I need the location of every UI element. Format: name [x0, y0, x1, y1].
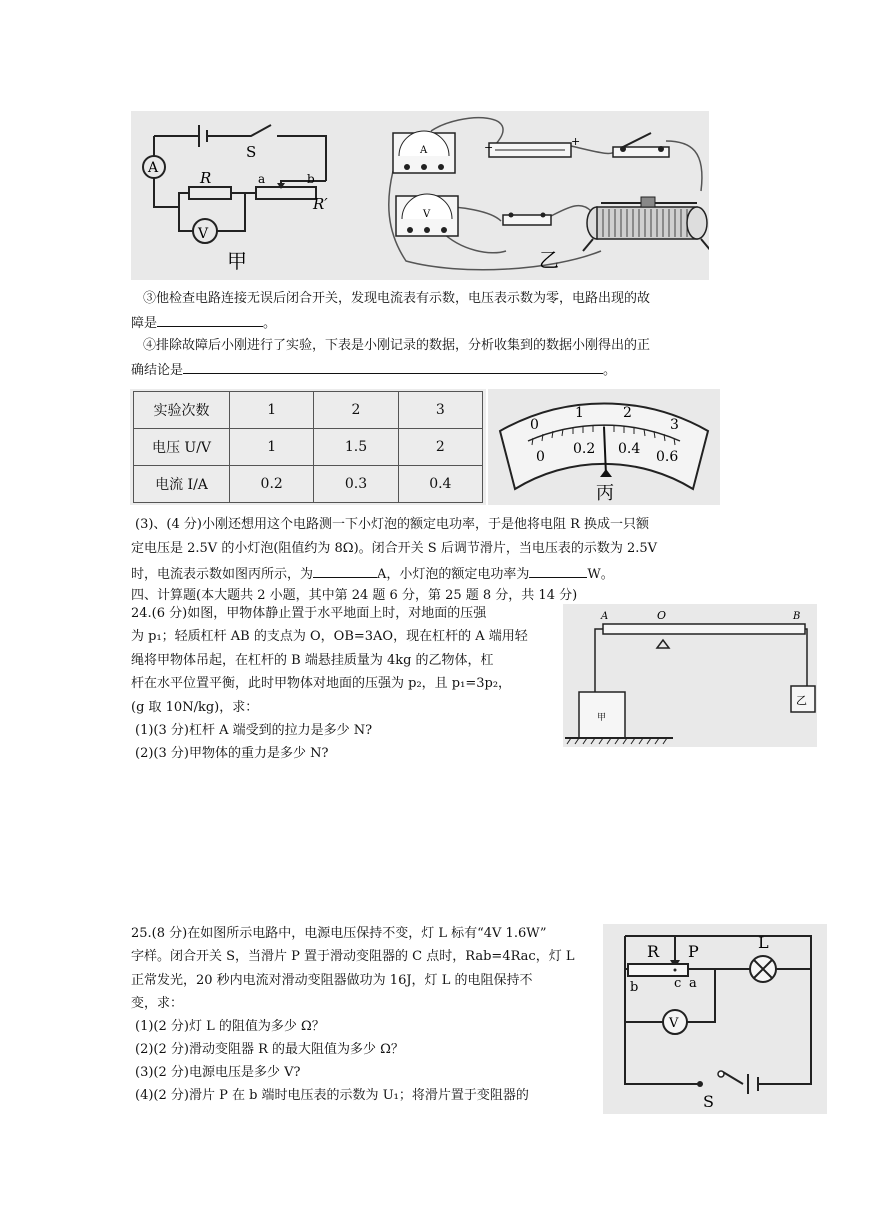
label-R: R: [647, 942, 660, 961]
caption-jia: 甲: [227, 249, 247, 273]
table-cell: 2: [398, 429, 482, 466]
scale-top-1: 1: [575, 405, 584, 421]
ammeter-dial-figure-bing: [488, 389, 720, 505]
voltmeter-symbol-label: V: [198, 226, 209, 242]
q3-line2: [131, 314, 276, 332]
part3-line2: 定电压是 2.5V 的小灯泡(阻值约为 8Ω)。闭合开关 S 后调节滑片，当电压表的示数为 2.5V: [131, 541, 658, 556]
caption-bing: 丙: [596, 483, 614, 504]
lever-bar: [603, 624, 805, 634]
rheostat-device: [583, 197, 709, 251]
q24-subq1: (1)(3 分)杠杆 A 端受到的拉力是多少 N?: [135, 723, 373, 738]
resistor-device: [503, 213, 551, 226]
table-header-cell: 2: [314, 392, 398, 429]
ammeter-device-label: A: [420, 145, 428, 156]
table-row-current: [134, 466, 483, 503]
label-S: S: [703, 1092, 714, 1111]
table-header-cell: 1: [230, 392, 314, 429]
label-c: c: [674, 976, 682, 991]
part3-line1: (3)、(4 分)小刚还想用这个电路测一下小灯泡的额定电功率，于是他将电阻 R 换成一只额: [135, 517, 650, 532]
jia-label: 甲: [597, 713, 607, 723]
q25-subq4: (4)(2 分)滑片 P 在 b 端时电压表的示数为 U₁；将滑片置于变阻器的: [135, 1088, 529, 1103]
q3-prefix: 障是: [131, 316, 158, 331]
ammeter-symbol-label: A: [148, 160, 159, 176]
current-answer-blank[interactable]: [313, 565, 377, 578]
q25-line: 变，求：: [131, 996, 184, 1011]
scale-bottom-0: 0: [536, 449, 545, 465]
q3-answer-blank[interactable]: [157, 314, 263, 327]
table-cell: 1: [230, 429, 314, 466]
label-P: P: [688, 942, 699, 961]
rheostat-label: R′: [313, 195, 328, 213]
voltmeter-device-label: V: [423, 209, 431, 220]
part3-text-b: A，小灯泡的额定电功率为: [377, 567, 530, 582]
q24-subq2: (2)(3 分)甲物体的重力是多少 N?: [135, 746, 329, 761]
scale-top-2: 2: [623, 405, 632, 421]
table-cell: 电流 I/A: [134, 466, 230, 503]
ammeter-device: [393, 131, 455, 173]
scale-bottom-2: 0.4: [618, 441, 641, 457]
q3-line1: ③他检查电路连接无误后闭合开关，发现电流表有示数，电压表示数为零，电路出现的故: [143, 291, 651, 306]
label-a: a: [689, 976, 697, 991]
switch-label: S: [246, 143, 257, 161]
q24-line: 24.(6 分)如图，甲物体静止置于水平地面上时，对地面的压强: [131, 606, 487, 621]
scale-bottom-3: 0.6: [656, 449, 679, 465]
table-cell: 0.3: [314, 466, 398, 503]
fulcrum-icon: [657, 640, 669, 648]
scale-top-3: 3: [670, 417, 679, 433]
q4-line1: ④排除故障后小刚进行了实验，下表是小刚记录的数据，分析收集到的数据小刚得出的正: [143, 338, 651, 353]
part3-text-c: W。: [587, 567, 614, 582]
resistor-label: R: [200, 169, 212, 187]
rheostat-R: [628, 964, 688, 976]
q25-line: 正常发光，20 秒内电流对滑动变阻器做功为 16J，灯 L 的电阻保持不: [131, 973, 533, 988]
q25-subq1: (1)(2 分)灯 L 的阻值为多少 Ω？: [135, 1019, 325, 1034]
point-A-label: A: [601, 611, 609, 622]
circuit-figure-jia-yi: [131, 111, 709, 280]
lever-figure: [563, 604, 817, 747]
table-header-row: [134, 392, 483, 429]
label-L: L: [758, 933, 769, 952]
switch-device: [613, 133, 669, 157]
table-cell: 0.2: [230, 466, 314, 503]
table-row-voltage: [134, 429, 483, 466]
power-answer-blank[interactable]: [529, 565, 587, 578]
table-cell: 电压 U/V: [134, 429, 230, 466]
scale-top-0: 0: [530, 417, 539, 433]
voltmeter-device: [396, 194, 458, 236]
part3-line3: [131, 565, 614, 583]
caption-yi: 乙: [539, 248, 559, 272]
table-header-cell: 实验次数: [134, 392, 230, 429]
q25-subq3: (3)(2 分)电源电压是多少 V?: [135, 1065, 301, 1080]
svg-text:−: −: [484, 141, 494, 154]
q4-line2: [131, 361, 616, 379]
section-4-heading: 四、计算题(本大题共 2 小题，其中第 24 题 6 分，第 25 题 8 分，共 14 分): [131, 588, 578, 603]
scale-bottom-1: 0.2: [573, 441, 596, 457]
q25-subq2: (2)(2 分)滑动变阻器 R 的最大阻值为多少 Ω？: [135, 1042, 404, 1057]
part3-text-a: 时，电流表示数如图丙所示，为: [131, 567, 314, 582]
experiment-data-table: [133, 391, 483, 503]
q4-suffix: 。: [603, 363, 617, 378]
q25-line: 25.(8 分)在如图所示电路中，电源电压保持不变，灯 L 标有“4V 1.6W”: [131, 926, 547, 941]
point-O-label: O: [657, 609, 667, 622]
q3-suffix: 。: [263, 316, 277, 331]
table-header-cell: 3: [398, 392, 482, 429]
table-cell: 0.4: [398, 466, 482, 503]
table-cell: 1.5: [314, 429, 398, 466]
q25-line: 字样。闭合开关 S，当滑片 P 置于滑动变阻器的 C 点时，Rab=4Rac，灯 L: [131, 949, 575, 964]
yi-label: 乙: [796, 694, 807, 707]
point-B-label: B: [793, 611, 801, 622]
terminal-b-label: b: [307, 172, 315, 186]
terminal-a-label: a: [258, 172, 266, 186]
q24-line: 杆在水平位置平衡，此时甲物体对地面的压强为 p₂，且 p₁=3p₂，: [131, 676, 512, 691]
q24-line: (g 取 10N/kg)，求：: [131, 700, 259, 715]
q4-prefix: 确结论是: [131, 363, 184, 378]
label-b: b: [630, 980, 639, 995]
label-V: V: [669, 1016, 679, 1031]
svg-text:+: +: [571, 135, 581, 148]
q24-line: 为 p₁；轻质杠杆 AB 的支点为 O，OB=3AO，现在杠杆的 A 端用轻: [131, 629, 528, 644]
q4-answer-blank[interactable]: [183, 361, 603, 374]
q24-line: 绳将甲物体吊起，在杠杆的 B 端悬挂质量为 4kg 的乙物体，杠: [131, 653, 494, 668]
circuit-figure-q25: [603, 924, 827, 1114]
battery-box: [484, 135, 580, 157]
